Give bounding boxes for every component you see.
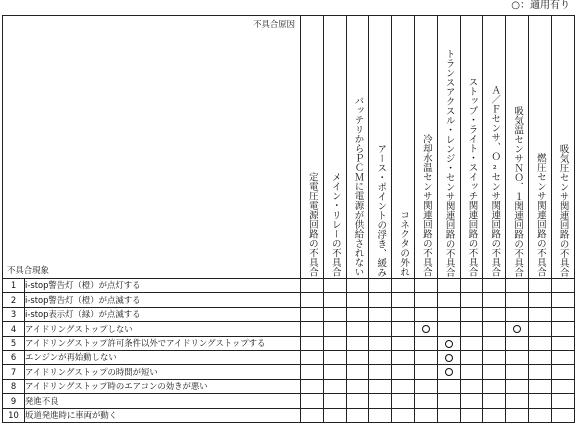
row-number: 3 (3, 307, 25, 321)
cause-label: 冷却水温センサ関連回路の不具合 (420, 134, 432, 277)
applicable-circle-icon (445, 340, 453, 348)
cell-6-2 (323, 350, 346, 364)
cell-2-3 (346, 293, 369, 307)
cause-header-5 (392, 16, 415, 279)
cause-label: Ａ／Ｆセンサ、Ｏ₂センサ関連回路の不具合 (489, 85, 501, 277)
cell-9-6 (414, 394, 437, 408)
cell-2-2 (323, 293, 346, 307)
cell-2-10 (506, 293, 529, 307)
table-row (3, 293, 575, 307)
symptom-text: i-stop警告灯（橙）が点滅する (25, 293, 301, 307)
troubleshooting-matrix (2, 15, 575, 423)
cell-9-5 (392, 394, 415, 408)
cell-7-12 (551, 365, 574, 379)
cell-9-7 (437, 394, 460, 408)
cell-5-2 (323, 336, 346, 350)
table-row (3, 350, 575, 364)
cell-8-1 (301, 379, 324, 393)
table-row (3, 279, 575, 293)
cell-2-11 (528, 293, 551, 307)
cell-5-10 (506, 336, 529, 350)
cell-10-2 (323, 408, 346, 422)
cell-2-6 (414, 293, 437, 307)
corner-cell (3, 16, 301, 279)
symptom-text: 坂道発進時に車両が動く (25, 408, 301, 422)
cell-8-6 (414, 379, 437, 393)
cell-1-12 (551, 279, 574, 293)
symptom-text: アイドリングストップしない (25, 322, 301, 336)
cell-4-1 (301, 322, 324, 336)
cell-2-8 (460, 293, 483, 307)
cell-10-10 (506, 408, 529, 422)
cell-3-2 (323, 307, 346, 321)
cell-10-7 (437, 408, 460, 422)
cell-8-3 (346, 379, 369, 393)
cell-4-4 (369, 322, 392, 336)
cell-8-2 (323, 379, 346, 393)
cell-5-11 (528, 336, 551, 350)
cause-header-3 (346, 16, 369, 279)
cause-header-8 (460, 16, 483, 279)
cause-label: ストップ・ライト・スイッチ関連回路の不具合 (466, 77, 478, 277)
applicable-circle-icon (422, 325, 430, 333)
legend-note: ○：適用有り (511, 0, 570, 11)
cell-9-8 (460, 394, 483, 408)
cell-3-3 (346, 307, 369, 321)
cell-3-12 (551, 307, 574, 321)
table-row (3, 336, 575, 350)
cell-7-5 (392, 365, 415, 379)
cause-label: バッテリからＰＣＭに電源が供給されない (352, 96, 364, 277)
cell-6-5 (392, 350, 415, 364)
cell-1-1 (301, 279, 324, 293)
cell-2-4 (369, 293, 392, 307)
cell-1-2 (323, 279, 346, 293)
applicable-circle-icon (445, 368, 453, 376)
row-number: 10 (3, 408, 25, 422)
cell-10-5 (392, 408, 415, 422)
cell-9-12 (551, 394, 574, 408)
cell-7-3 (346, 365, 369, 379)
cause-header-6 (414, 16, 437, 279)
cause-header-2 (323, 16, 346, 279)
cell-10-11 (528, 408, 551, 422)
cell-4-6 (414, 322, 437, 336)
row-number: 9 (3, 394, 25, 408)
cause-header-11 (528, 16, 551, 279)
cell-6-11 (528, 350, 551, 364)
cell-5-6 (414, 336, 437, 350)
cell-10-12 (551, 408, 574, 422)
cause-label: メイン・リレーの不具合 (329, 172, 341, 277)
cell-6-6 (414, 350, 437, 364)
cell-9-2 (323, 394, 346, 408)
row-number: 4 (3, 322, 25, 336)
cell-5-8 (460, 336, 483, 350)
symptom-column-title: 不具合現象 (7, 264, 49, 275)
cell-2-12 (551, 293, 574, 307)
cell-1-7 (437, 279, 460, 293)
row-number: 1 (3, 279, 25, 293)
cell-5-9 (483, 336, 506, 350)
cell-10-4 (369, 408, 392, 422)
applicable-circle-icon (513, 325, 521, 333)
cause-column-title: 不具合原因 (253, 19, 295, 29)
cell-4-3 (346, 322, 369, 336)
symptom-text: アイドリングストップ許可条件以外でアイドリングストップする (25, 336, 301, 350)
cell-9-4 (369, 394, 392, 408)
cell-7-7 (437, 365, 460, 379)
cell-4-7 (437, 322, 460, 336)
cell-5-4 (369, 336, 392, 350)
cause-label: 吸気圧センサ関連回路の不具合 (557, 143, 569, 277)
cell-9-10 (506, 394, 529, 408)
symptom-text: 発進不良 (25, 394, 301, 408)
cell-8-10 (506, 379, 529, 393)
table-row (3, 322, 575, 336)
cell-6-9 (483, 350, 506, 364)
table-row (3, 394, 575, 408)
cell-2-1 (301, 293, 324, 307)
row-number: 6 (3, 350, 25, 364)
cause-header-10 (506, 16, 529, 279)
cell-3-8 (460, 307, 483, 321)
cell-7-11 (528, 365, 551, 379)
cause-label: 定電圧電源回路の不具合 (306, 172, 318, 277)
cell-1-6 (414, 279, 437, 293)
cell-9-11 (528, 394, 551, 408)
cell-2-7 (437, 293, 460, 307)
row-number: 8 (3, 379, 25, 393)
cell-6-1 (301, 350, 324, 364)
cell-3-9 (483, 307, 506, 321)
cell-8-8 (460, 379, 483, 393)
cause-label: アース・ポイントの浮き、緩み (375, 143, 387, 277)
cell-5-3 (346, 336, 369, 350)
cell-3-10 (506, 307, 529, 321)
cell-3-11 (528, 307, 551, 321)
cell-7-4 (369, 365, 392, 379)
cell-1-8 (460, 279, 483, 293)
cause-header-1 (301, 16, 324, 279)
cell-3-5 (392, 307, 415, 321)
row-number: 7 (3, 365, 25, 379)
cell-3-4 (369, 307, 392, 321)
cell-9-9 (483, 394, 506, 408)
cell-4-11 (528, 322, 551, 336)
cell-6-7 (437, 350, 460, 364)
symptom-text: アイドリングストップの時間が短い (25, 365, 301, 379)
cell-7-2 (323, 365, 346, 379)
row-number: 5 (3, 336, 25, 350)
cell-4-2 (323, 322, 346, 336)
cell-8-12 (551, 379, 574, 393)
cell-1-9 (483, 279, 506, 293)
cell-4-5 (392, 322, 415, 336)
cell-7-9 (483, 365, 506, 379)
cell-8-9 (483, 379, 506, 393)
symptom-text: エンジンが再始動しない (25, 350, 301, 364)
cause-label: トランスアクスル・レンジ・センサ関連回路の不具合 (443, 48, 455, 277)
cell-8-11 (528, 379, 551, 393)
cell-5-12 (551, 336, 574, 350)
symptom-text: i-stop警告灯（橙）が点灯する (25, 279, 301, 293)
cell-6-8 (460, 350, 483, 364)
cell-8-4 (369, 379, 392, 393)
cell-6-4 (369, 350, 392, 364)
symptom-text: アイドリングストップ時のエアコンの効きが悪い (25, 379, 301, 393)
cell-9-1 (301, 394, 324, 408)
cell-6-10 (506, 350, 529, 364)
header-row (3, 16, 575, 279)
applicable-circle-icon (445, 354, 453, 362)
cell-1-10 (506, 279, 529, 293)
cell-10-8 (460, 408, 483, 422)
cell-4-12 (551, 322, 574, 336)
cell-4-9 (483, 322, 506, 336)
cell-4-8 (460, 322, 483, 336)
cell-7-6 (414, 365, 437, 379)
table-row (3, 307, 575, 321)
table-row (3, 379, 575, 393)
cell-1-3 (346, 279, 369, 293)
cell-10-1 (301, 408, 324, 422)
cell-2-9 (483, 293, 506, 307)
table-row (3, 408, 575, 422)
cell-1-11 (528, 279, 551, 293)
cell-1-4 (369, 279, 392, 293)
symptom-text: i-stop表示灯（緑）が点滅する (25, 307, 301, 321)
cell-4-10 (506, 322, 529, 336)
cause-header-7 (437, 16, 460, 279)
cell-7-1 (301, 365, 324, 379)
cell-2-5 (392, 293, 415, 307)
cell-10-6 (414, 408, 437, 422)
row-number: 2 (3, 293, 25, 307)
cell-7-8 (460, 365, 483, 379)
cell-7-10 (506, 365, 529, 379)
cause-header-12 (551, 16, 574, 279)
cause-label: コネクタの外れ (398, 210, 410, 277)
cell-5-7 (437, 336, 460, 350)
cell-5-5 (392, 336, 415, 350)
cell-10-9 (483, 408, 506, 422)
cell-8-7 (437, 379, 460, 393)
cause-label: 燃圧センサ関連回路の不具合 (534, 153, 546, 277)
cell-6-12 (551, 350, 574, 364)
cell-3-7 (437, 307, 460, 321)
cause-label: 吸気温センサＮＯ．１関連回路の不具合 (512, 105, 524, 277)
cell-9-3 (346, 394, 369, 408)
cell-3-1 (301, 307, 324, 321)
cell-8-5 (392, 379, 415, 393)
cause-header-4 (369, 16, 392, 279)
cell-5-1 (301, 336, 324, 350)
table-row (3, 365, 575, 379)
cell-6-3 (346, 350, 369, 364)
cell-3-6 (414, 307, 437, 321)
cell-1-5 (392, 279, 415, 293)
cell-10-3 (346, 408, 369, 422)
cause-header-9 (483, 16, 506, 279)
